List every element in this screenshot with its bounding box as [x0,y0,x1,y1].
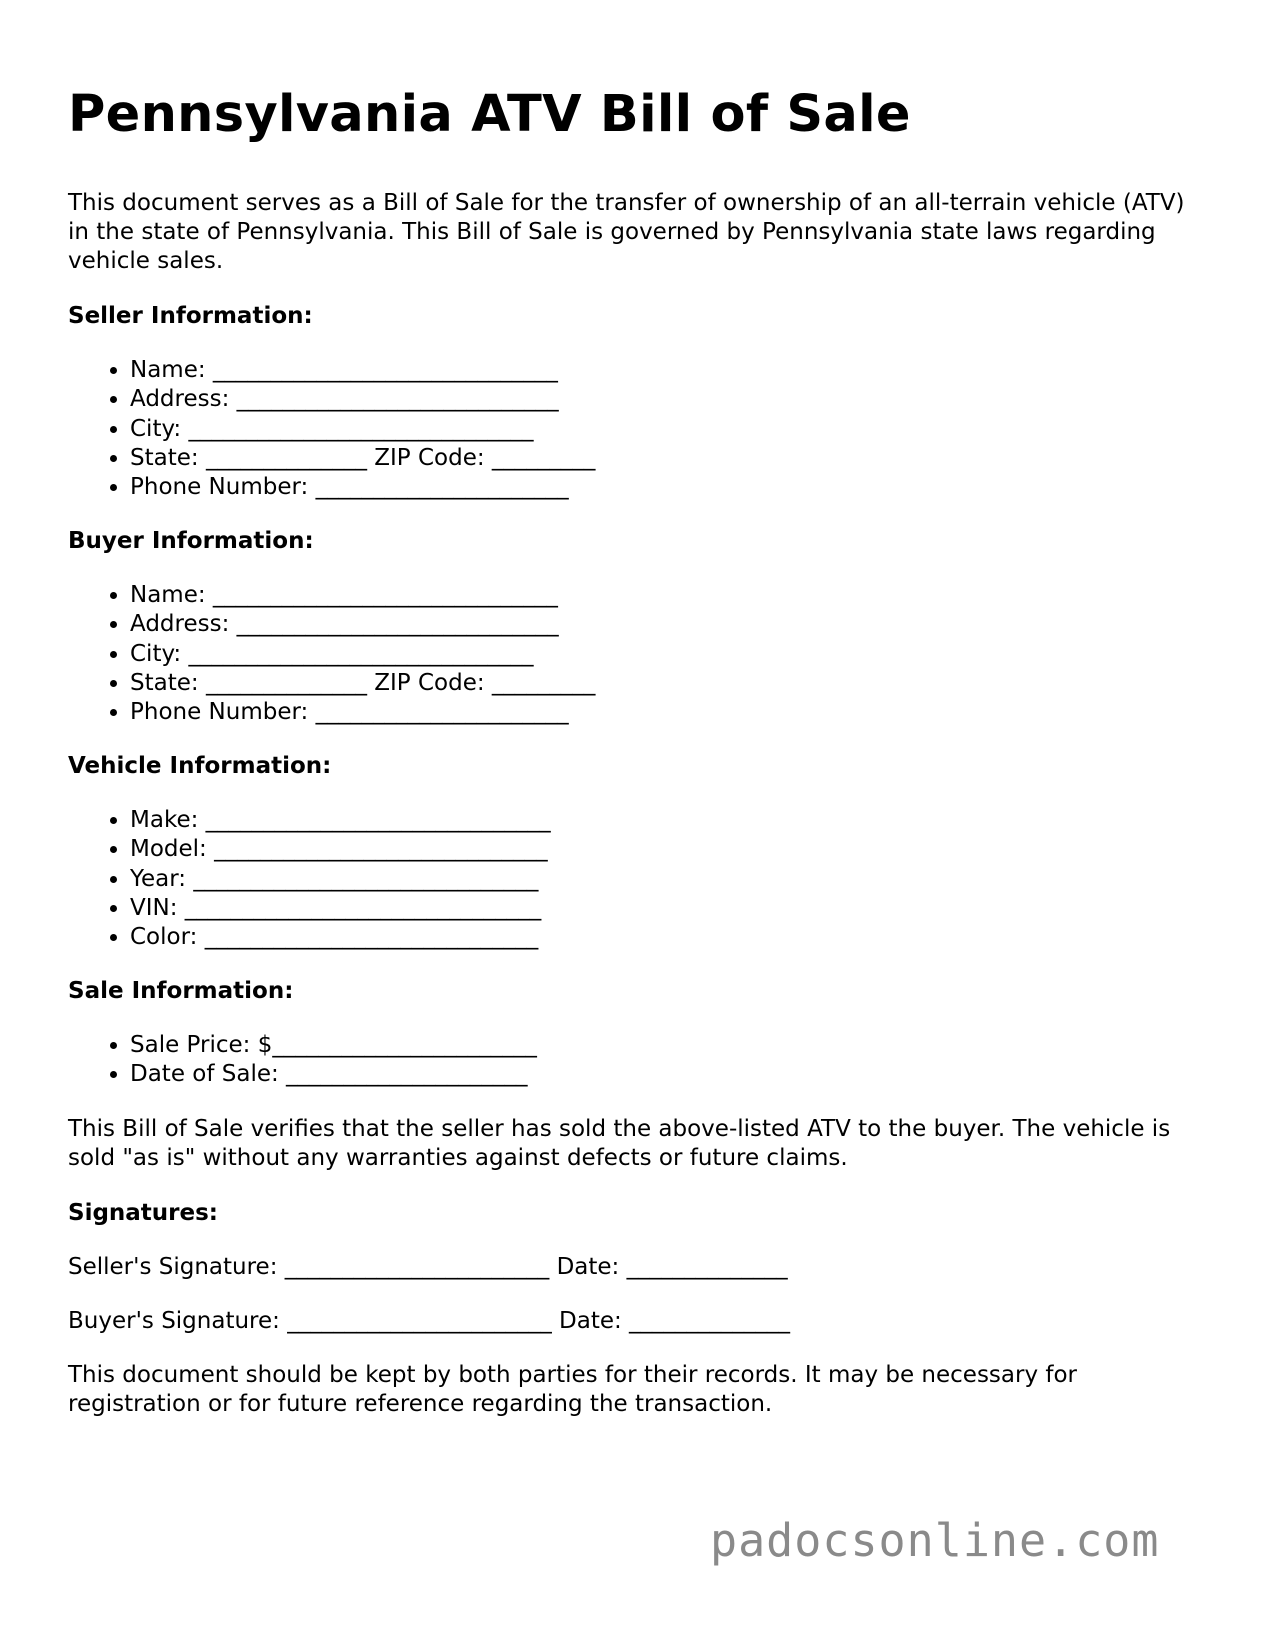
buyer-phone-field: • Phone Number: ______________________ [130,698,1198,727]
vehicle-vin-field: • VIN: _______________________________ [130,894,1198,923]
buyer-state-zip-field: • State: ______________ ZIP Code: _________ [130,669,1198,698]
sale-price-field: • Sale Price: $_______________________ [130,1031,1198,1060]
sale-list [68,1031,1198,1089]
vehicle-make-field: • Make: ______________________________ [130,806,1198,835]
vehicle-heading: Vehicle Information: [68,753,332,780]
buyer-heading: Buyer Information: [68,528,314,555]
vehicle-list [68,806,1198,952]
buyer-address-field: • Address: ____________________________ [130,610,1198,639]
seller-state-zip-field: • State: ______________ ZIP Code: _________ [130,444,1198,473]
seller-phone-field: • Phone Number: ______________________ [130,473,1198,502]
document-page [68,84,1198,1419]
sale-date-field: • Date of Sale: _____________________ [130,1060,1198,1089]
document-title: Pennsylvania ATV Bill of Sale [68,85,911,144]
as-is-statement: This Bill of Sale verifies that the seller has sold the above-listed ATV to the buyer. The vehicle is sold "as is" without any warranties against defects or future claims. [68,1115,1171,1171]
buyer-city-field: • City: ______________________________ [130,640,1198,669]
buyer-name-field: • Name: ______________________________ [130,581,1198,610]
sale-heading: Sale Information: [68,978,294,1005]
seller-signature-line: Seller's Signature: _______________________ Date: ______________ [68,1253,788,1280]
signatures-heading: Signatures: [68,1199,219,1226]
buyer-list [68,581,1198,727]
intro-paragraph: This document serves as a Bill of Sale for the transfer of ownership of an all-terrain vehicle (ATV) in the state of Pennsylvania. This Bill of Sale is governed by Pennsylvania state laws regarding vehicle sales. [68,190,1185,275]
closing-paragraph: This document should be kept by both parties for their records. It may be necessary for registration or for future reference regarding the transaction. [68,1361,1078,1417]
buyer-signature-line: Buyer's Signature: _______________________ Date: ______________ [68,1307,791,1334]
vehicle-color-field: • Color: _____________________________ [130,923,1198,952]
seller-heading: Seller Information: [68,303,313,330]
vehicle-year-field: • Year: ______________________________ [130,865,1198,894]
seller-list [68,356,1198,502]
seller-city-field: • City: ______________________________ [130,415,1198,444]
vehicle-model-field: • Model: _____________________________ [130,835,1198,864]
seller-name-field: • Name: ______________________________ [130,356,1198,385]
watermark-text: padocsonline.com [710,1514,1160,1567]
seller-address-field: • Address: ____________________________ [130,385,1198,414]
